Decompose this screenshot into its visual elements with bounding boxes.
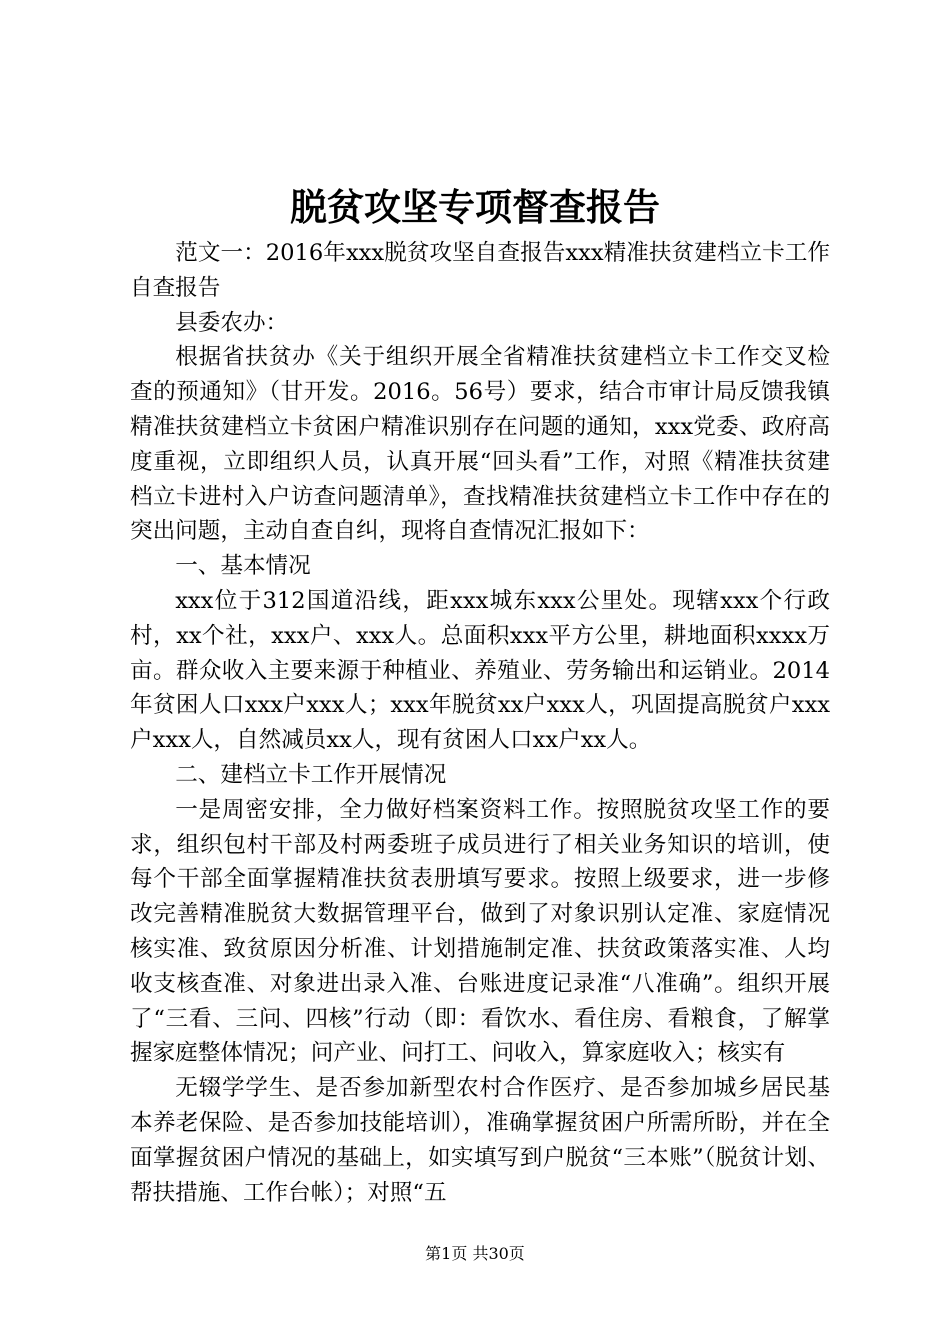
body-paragraph: 范文一：2016年xxx脱贫攻坚自查报告xxx精准扶贫建档立卡工作自查报告 (130, 240, 830, 301)
page-number-footer: 第1页 共30页 (425, 1244, 525, 1263)
section-heading: 二、建档立卡工作开展情况 (175, 761, 447, 788)
document-body (130, 236, 830, 1210)
body-paragraph: 根据省扶贫办《关于组织开展全省精准扶贫建档立卡工作交叉检查的预通知》（甘开发。2016。56号）要求，结合市审计局反馈我镇精准扶贫建档立卡贫困户精准识别存在问题的通知，xxx党委、政府高度重视，立即组织人员，认真开展“回头看”工作，对照《精准扶贫建档立卡进村入户访查问题清单》，查找精准扶贫建档立卡工作中存在的突出问题，主动自查自纠，现将自查情况汇报如下： (130, 344, 830, 545)
body-paragraph: 一是周密安排，全力做好档案资料工作。按照脱贫攻坚工作的要求，组织包村干部及村两委班子成员进行了相关业务知识的培训，使每个干部全面掌握精准扶贫表册填写要求。按照上级要求，进一步修改完善精准脱贫大数据管理平台，做到了对象识别认定准、家庭情况核实准、致贫原因分析准、计划措施制定准、扶贫政策落实准、人均收支核查准、对象进出录入准、台账进度记录准“八准确”。组织开展了“三看、三问、四核”行动（即：看饮水、看住房、看粮食，了解掌握家庭整体情况；问产业、问打工、问收入，算家庭收入；核实有 (130, 796, 830, 1067)
section-heading: 一、基本情况 (175, 553, 311, 580)
document-title: 脱贫攻坚专项督查报告 (290, 186, 660, 229)
body-paragraph: 县委农办： (175, 309, 289, 336)
body-paragraph: 无辍学学生、是否参加新型农村合作医疗、是否参加城乡居民基本养老保险、是否参加技能培训），准确掌握贫困户所需所盼，并在全面掌握贫困户情况的基础上，如实填写到户脱贫“三本账”（脱贫计划、帮扶措施、工作台帐）；对照“五 (130, 1075, 830, 1206)
body-paragraph: xxx位于312国道沿线，距xxx城东xxx公里处。现辖xxx个行政村，xx个社，xxx户、xxx人。总面积xxx平方公里，耕地面积xxxx万亩。群众收入主要来源于种植业、养殖业、劳务输出和运销业。2014年贫困人口xxx户xxx人；xxx年脱贫xx户xxx人，巩固提高脱贫户xxx户xxx人，自然减员xx人，现有贫困人口xx户xx人。 (130, 587, 830, 754)
